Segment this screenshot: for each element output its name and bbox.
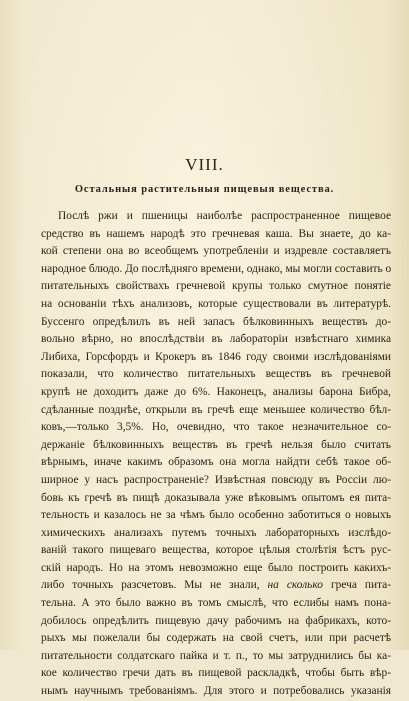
- text-line: ваній такого пищеваго вещества, которое цѣлыя столѣтія ѣстъ рус-: [41, 544, 391, 557]
- text-line: ширное у насъ распространеніе? Извѣстная повсюду въ Россіи лю-: [41, 473, 391, 486]
- chapter-title: Остальныя растительныя пищевыя вещества.: [74, 184, 335, 195]
- italic-text-run: на сколько: [267, 579, 323, 592]
- text-line: Либиха, Горсфордъ и Крокеръ въ 1846 году своими изслѣдованіями: [41, 350, 391, 363]
- text-line: народное блюдо. До послѣдняго времени, однако, мы могли составить о: [41, 262, 391, 275]
- text-line: ковъ,—только 3,5%. Но, очевидно, что такое незначительное со-: [41, 421, 391, 434]
- text-line: средство въ нашемъ народѣ это гречневая каша. Вы знаете, до ка-: [41, 227, 391, 240]
- text-line: показали, что количество питательныхъ веществъ въ гречневой: [41, 368, 391, 381]
- text-line: питательныхъ свойствахъ гречневой крупы только смутное понятіе: [41, 280, 391, 293]
- text-line: тельность и казалось не за чѣмъ было особенно заботиться о новыхъ: [41, 509, 391, 522]
- text-line: кое количество гречи дать въ пищевой раскладкѣ, чтобы быть вѣр-: [41, 667, 391, 680]
- text-line: добилось опредѣлить пищевую дачу рабочимъ на фабрикахъ, кото-: [41, 614, 391, 627]
- text-line: тельна. А это было важно въ томъ смыслѣ, что еслибы намъ пона-: [41, 597, 391, 610]
- chapter-number: VIII.: [185, 155, 224, 174]
- text-run: греча пита-: [322, 579, 391, 592]
- text-line: кой степени она во всеобщемъ употребленіи и издревле составляетъ: [41, 245, 391, 258]
- text-line: рыхъ мы пожелали бы содержать на свой счетъ, или при расчетѣ: [41, 632, 391, 645]
- body-text: [41, 208, 391, 701]
- text-line: питательности солдатскаго пайка и т. п., то мы затруднились бы ка-: [41, 649, 391, 662]
- text-line: крупѣ не доходитъ даже до 6%. Наконецъ, анализы барона Бибра,: [41, 385, 391, 398]
- text-line: вѣрнымъ, иначе какимъ образомъ она могла найдти себѣ такое об-: [41, 456, 391, 469]
- text-line: на основаніи тѣхъ анализовъ, которые существовали въ литературѣ.: [41, 297, 391, 310]
- text-line: держаніе бѣлковинныхъ веществъ въ гречѣ нельзя было считать: [41, 438, 391, 451]
- text-line: вольно вѣрно, но впослѣдствіи въ лабораторіи извѣстнаго химика: [41, 333, 391, 346]
- text-line: Буссенго опредѣлилъ въ ней запасъ бѣлковинныхъ веществъ до-: [41, 315, 391, 328]
- text-line: Послѣ ржи и пшеницы наиболѣе распространенное пищевое: [58, 210, 391, 222]
- text-line: скій народъ. Но на этомъ невозможно еще было построить какихъ-: [41, 561, 391, 574]
- text-line: бовь къ гречѣ въ пищѣ доказывала уже вѣковымъ опытомъ ея пита-: [41, 491, 391, 504]
- text-run: либо точныхъ разсчетовъ. Мы не знали,: [41, 579, 268, 592]
- text-line: химическихъ анализахъ путемъ точныхъ лабораторныхъ изслѣдо-: [41, 526, 391, 539]
- text-line: сдѣланные позднѣе, открыли въ гречѣ еще меньшее количество бѣл-: [41, 403, 391, 416]
- text-line: нымъ научнымъ требованіямъ. Для этого и потребовались указанія: [41, 685, 391, 698]
- text-line: [41, 577, 391, 595]
